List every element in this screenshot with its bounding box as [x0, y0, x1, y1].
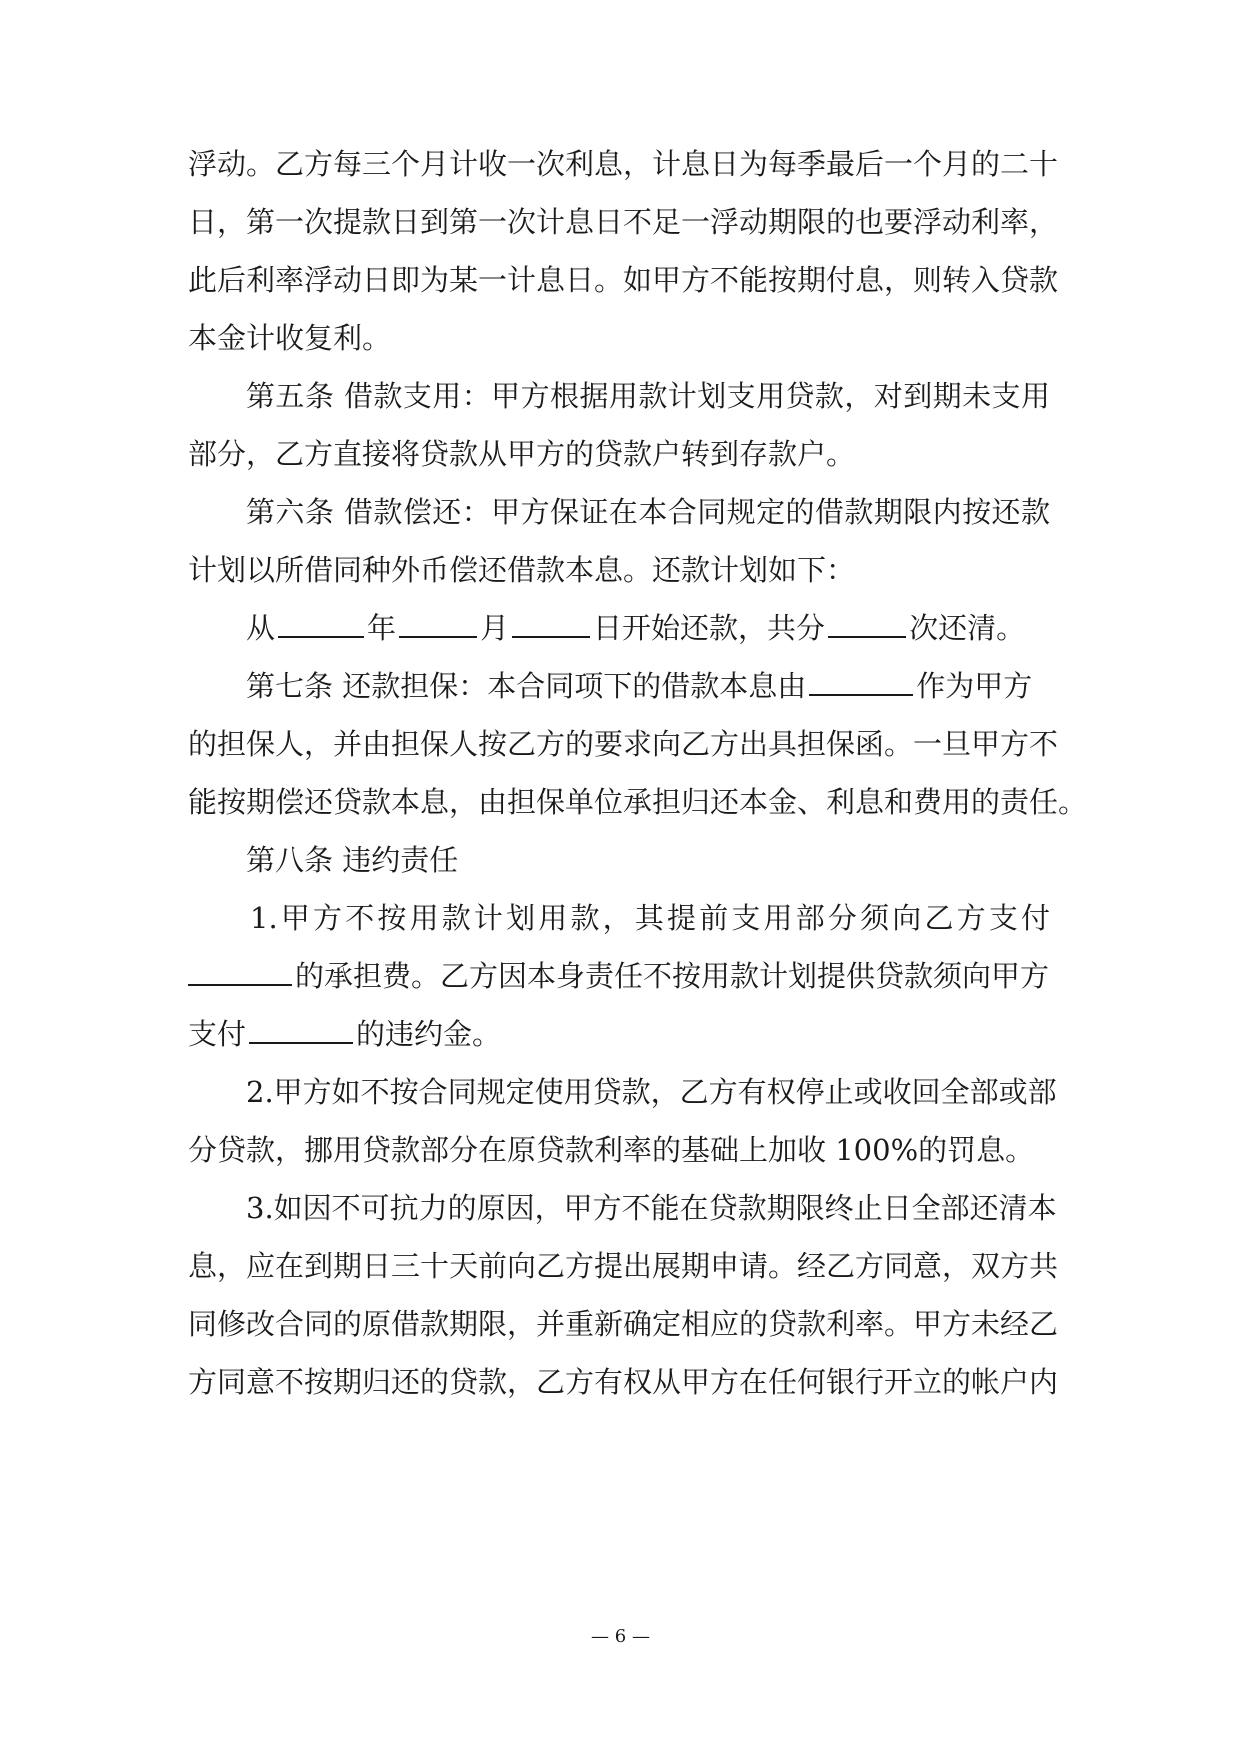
article-5-line: 部分，乙方直接将贷款从甲方的贷款户转到存款户。: [188, 437, 856, 471]
article-7-line: [246, 666, 1050, 706]
repayment-plan-line: [246, 608, 1050, 648]
article-8-item-1-line: [188, 956, 1050, 996]
article-8-item-1-line: 1.甲方不按用款计划用款，其提前支用部分须向乙方支付: [250, 901, 1050, 935]
article-8-item-2-line: 分贷款，挪用贷款部分在原贷款利率的基础上加收 100%的罚息。: [188, 1133, 1035, 1167]
plan-month-text: 月: [480, 611, 510, 645]
article-7-text: 第七条 还款担保：本合同项下的借款本息由: [246, 669, 807, 703]
article-8-item-3-line: 3.如因不可抗力的原因，甲方不能在贷款期限终止日全部还清本: [246, 1191, 1057, 1225]
commitment-fee-blank: [188, 956, 292, 986]
article-5-line: 第五条 借款支用：甲方根据用款计划支用贷款，对到期未支用: [246, 379, 1050, 413]
plan-day-text: 日开始还款，共分: [593, 611, 826, 645]
paragraph-line: 浮动。乙方每三个月计收一次利息，计息日为每季最后一个月的二十: [188, 147, 1059, 181]
plan-from-text: 从: [246, 611, 276, 645]
page-number: — 6 —: [591, 1626, 650, 1647]
article-8-text: 的违约金。: [356, 1017, 502, 1051]
paragraph-line: 本金计收复利。: [188, 321, 392, 355]
month-blank: [399, 608, 477, 638]
guarantor-blank: [809, 666, 913, 696]
article-8-item-3-line: 同修改合同的原借款期限，并重新确定相应的贷款利率。甲方未经乙: [188, 1307, 1059, 1341]
article-7-text: 作为甲方: [916, 669, 1033, 703]
article-7-line: 能按期偿还贷款本息，由担保单位承担归还本金、利息和费用的责任。: [188, 785, 1088, 819]
article-8-item-3-line: 方同意不按期归还的贷款，乙方有权从甲方在任何银行开立的帐户内: [188, 1365, 1059, 1399]
article-6-line: 计划以所借同种外币偿还借款本息。还款计划如下：: [188, 553, 856, 587]
plan-year-text: 年: [367, 611, 397, 645]
article-6-line: 第六条 借款偿还：甲方保证在本合同规定的借款期限内按还款: [246, 495, 1050, 529]
article-8-title: 第八条 违约责任: [246, 843, 459, 877]
article-8-item-1-line: [188, 1014, 1050, 1054]
penalty-blank: [249, 1014, 353, 1044]
article-7-line: 的担保人，并由担保人按乙方的要求向乙方出具担保函。一旦甲方不: [188, 727, 1059, 761]
article-8-text: 支付: [188, 1017, 247, 1051]
plan-times-text: 次还清。: [909, 611, 1026, 645]
paragraph-line: 日，第一次提款日到第一次计息日不足一浮动期限的也要浮动利率，: [188, 205, 1059, 239]
paragraph-line: 此后利率浮动日即为某一计息日。如甲方不能按期付息，则转入贷款: [188, 263, 1059, 297]
article-8-text: 的承担费。乙方因本身责任不按用款计划提供贷款须向甲方: [295, 959, 1050, 993]
article-8-item-2-line: 2.甲方如不按合同规定使用贷款，乙方有权停止或收回全部或部: [246, 1075, 1057, 1109]
times-blank: [828, 608, 906, 638]
day-blank: [512, 608, 590, 638]
article-8-item-3-line: 息，应在到期日三十天前向乙方提出展期申请。经乙方同意，双方共: [188, 1249, 1059, 1283]
year-blank: [278, 608, 364, 638]
